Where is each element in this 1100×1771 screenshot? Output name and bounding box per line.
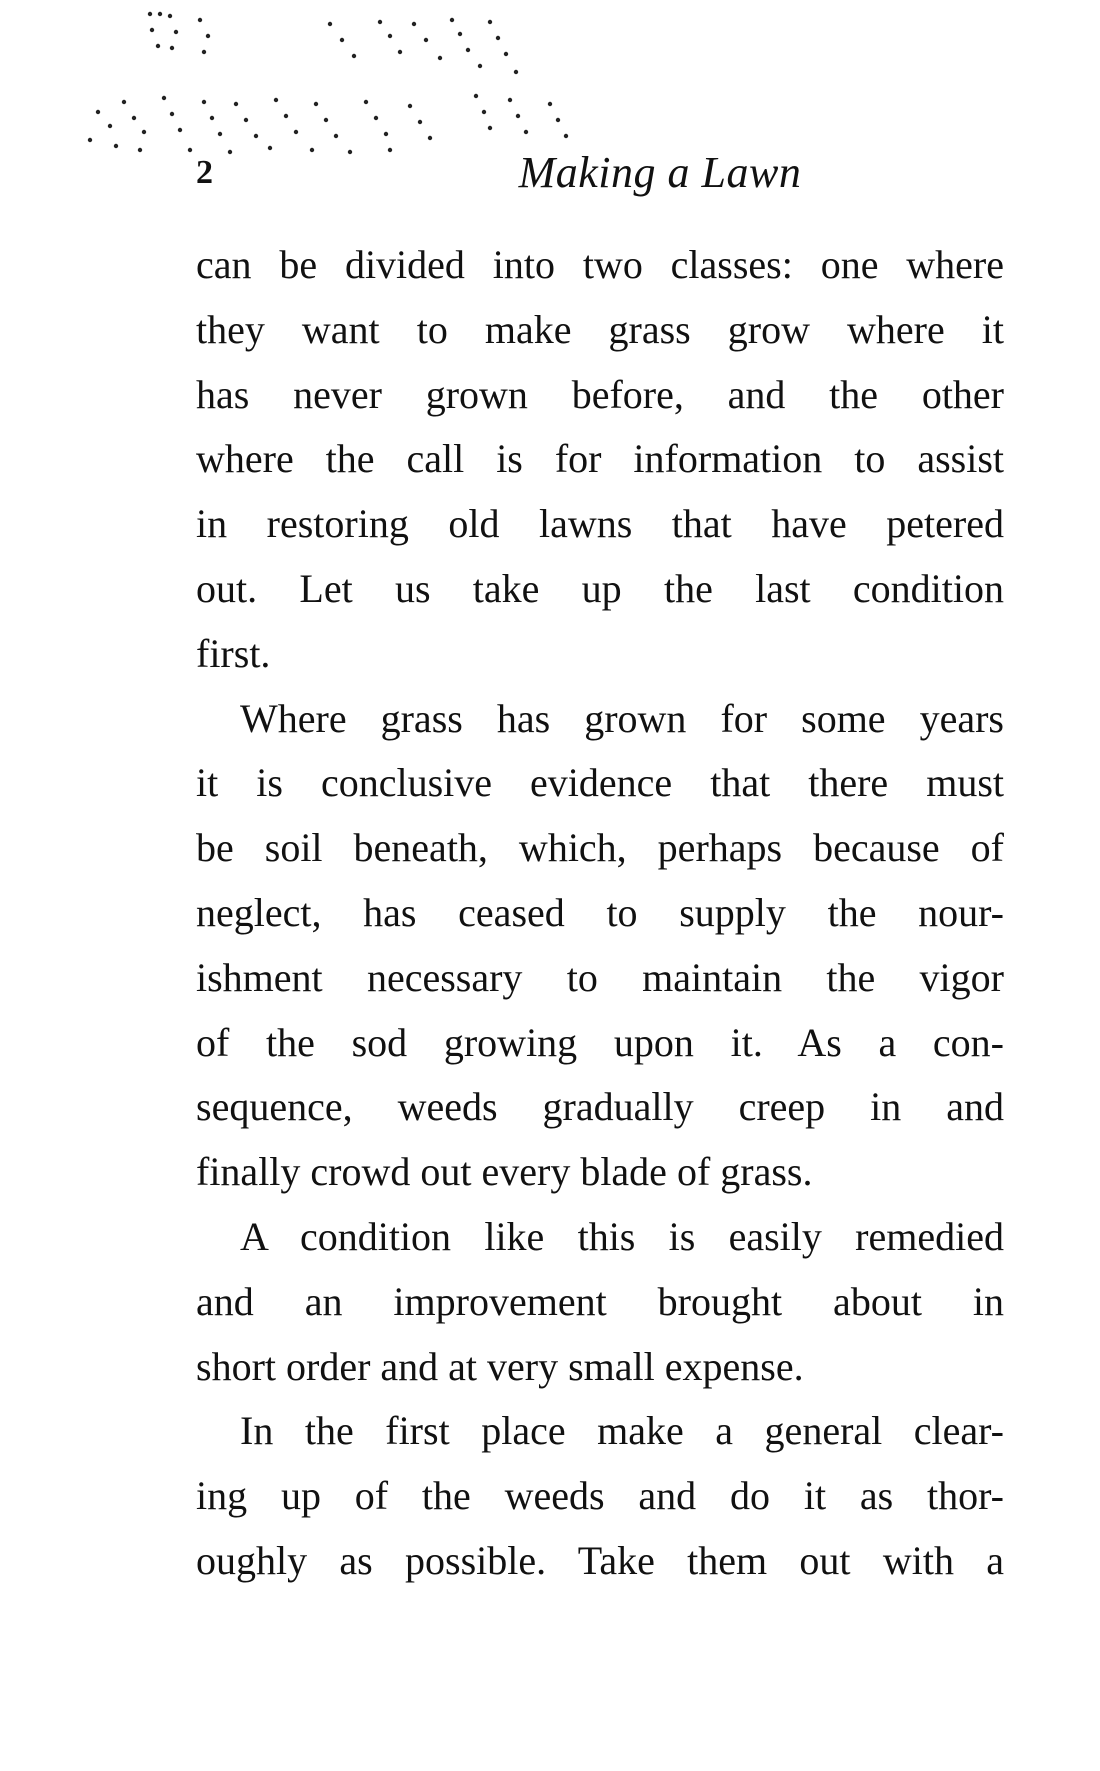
text-line: first. (196, 630, 271, 676)
text-line: it is conclusive evidence that there must (196, 760, 1004, 806)
text-line: A condition like this is easily remedied (240, 1213, 1004, 1259)
text-line: they want to make grass grow where it (196, 306, 1004, 352)
paragraph (196, 1399, 1004, 1593)
page-header (196, 148, 1004, 208)
page-number: 2 (196, 154, 213, 191)
text-line: Where grass has grown for some years (240, 695, 1004, 741)
paragraph (196, 1205, 1004, 1399)
text-line: and an improvement brought about in (196, 1278, 1004, 1324)
text-line: ing up of the weeds and do it as thor- (196, 1473, 1004, 1519)
body-text (196, 233, 1004, 1594)
text-line: short order and at very small expense. (196, 1343, 804, 1389)
text-line: sequence, weeds gradually creep in and (196, 1084, 1004, 1130)
paragraph (196, 687, 1004, 1205)
text-line: be soil beneath, which, perhaps because of (196, 825, 1004, 871)
text-line: neglect, has ceased to supply the nour- (196, 889, 1004, 935)
text-line: out. Let us take up the last condition (196, 565, 1004, 611)
running-head: Making a Lawn (518, 148, 802, 197)
text-line: ishment necessary to maintain the vigor (196, 954, 1004, 1000)
paragraph (196, 233, 1004, 687)
text-line: in restoring old lawns that have petered (196, 501, 1004, 547)
text-line: of the sod growing upon it. As a con- (196, 1019, 1004, 1065)
text-line: where the call is for information to assist (196, 436, 1004, 482)
text-line: In the first place make a general clear- (240, 1408, 1004, 1454)
text-line: can be divided into two classes: one where (196, 242, 1004, 287)
text-line: finally crowd out every blade of grass. (196, 1149, 813, 1195)
text-line: oughly as possible. Take them out with a (196, 1537, 1004, 1583)
text-line: has never grown before, and the other (196, 371, 1004, 417)
